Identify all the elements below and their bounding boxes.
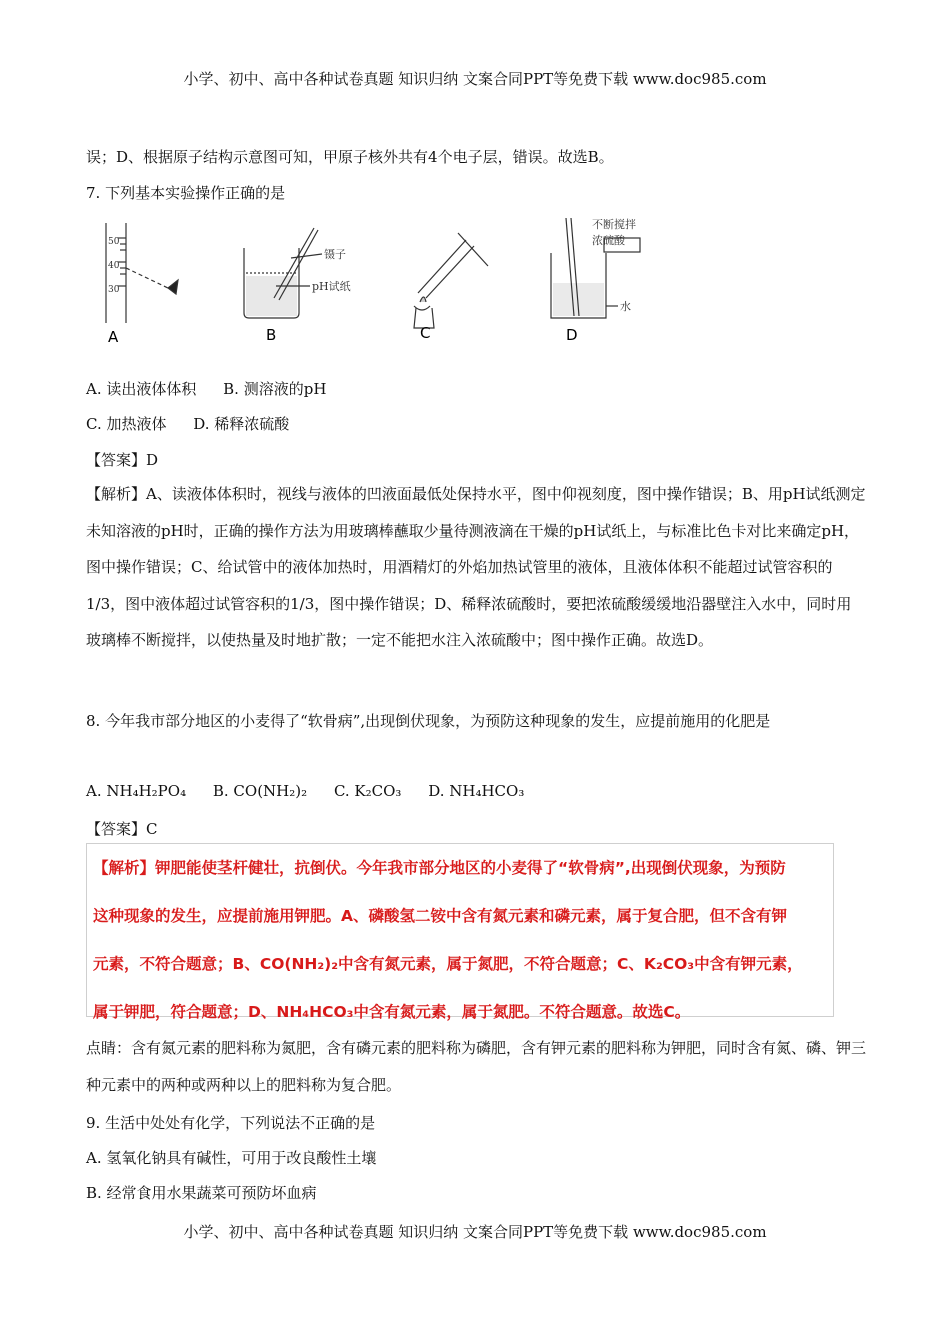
figure-c-test-tube xyxy=(414,233,488,328)
q8-analysis-line-2: 这种现象的发生，应提前施用钾肥。A、磷酸氢二铵中含有氮元素和磷元素，属于复合肥，但不含有钾 xyxy=(93,907,787,925)
q8-analysis-line-4: 属于钾肥，符合题意；D、NH₄HCO₃中含有氮元素，属于氮肥。不符合题意。故选C。 xyxy=(93,1003,691,1021)
tick-50: 50 xyxy=(108,237,120,247)
q8-answer: 【答案】C xyxy=(86,820,158,838)
q8-analysis-box xyxy=(86,843,834,1021)
q7-stem: 7. 下列基本实验操作正确的是 xyxy=(86,184,286,202)
label-d: D xyxy=(566,326,578,344)
page-footer: 小学、初中、高中各种试卷真题 知识归纳 文案合同PPT等免费下载 www.doc985.com xyxy=(183,1223,767,1241)
q7-answer: 【答案】D xyxy=(86,451,159,469)
label-acid: 浓硫酸 xyxy=(592,234,625,247)
label-c: C xyxy=(420,324,431,342)
q7-option-b: B. 测溶液的pH xyxy=(223,380,327,398)
q7-option-a: A. 读出液体体积 xyxy=(86,380,197,398)
label-tweezers: 镊子 xyxy=(324,248,346,261)
q8-option-d: D. NH₄HCO₃ xyxy=(428,782,525,800)
q7-options-row2 xyxy=(86,413,311,434)
q9-option-a: A. 氢氧化钠具有碱性，可用于改良酸性土壤 xyxy=(86,1149,377,1167)
label-water: 水 xyxy=(620,300,631,313)
label-ph-paper: pH试纸 xyxy=(312,280,351,293)
page-header: 小学、初中、高中各种试卷真题 知识归纳 文案合同PPT等免费下载 www.doc985.com xyxy=(183,70,767,88)
q8-tip: 点睛：含有氮元素的肥料称为氮肥，含有磷元素的肥料称为磷肥，含有钾元素的肥料称为钾肥，同时含有氮、磷、钾三种元素中的两种或两种以上的肥料称为复合肥。 xyxy=(86,1039,867,1094)
q7-figure xyxy=(96,218,656,348)
q9-stem: 9. 生活中处处有化学，下列说法不正确的是 xyxy=(86,1114,376,1132)
q8-options xyxy=(86,782,546,800)
q8-analysis-line-1: 【解析】钾肥能使茎杆健壮，抗倒伏。今年我市部分地区的小麦得了“软骨病”,出现倒伏现象，为预防 xyxy=(93,859,786,877)
q6-tail: 误；D、根据原子结构示意图可知，甲原子核外共有4个电子层，错误。故选B。 xyxy=(86,148,614,166)
label-stir: 不断搅拌 xyxy=(592,218,636,231)
tick-40: 40 xyxy=(108,261,120,271)
q8-option-b: B. CO(NH₂)₂ xyxy=(212,782,308,800)
q8-analysis-line-3: 元素，不符合题意；B、CO(NH₂)₂中含有氮元素，属于氮肥，不符合题意；C、K₂CO₃中含有钾元素， xyxy=(93,955,803,973)
label-a: A xyxy=(108,328,119,346)
label-b: B xyxy=(266,326,277,344)
q8-option-a: A. NH₄H₂PO₄ xyxy=(86,782,187,800)
q7-analysis: 【解析】A、读液体体积时，视线与液体的凹液面最低处保持水平，图中仰视刻度，图中操作错误；B、用pH试纸测定未知溶液的pH时，正确的操作方法为用玻璃棒蘸取少量待测液滴在干燥的pH试纸上，与标准比色卡对比来确定pH，图中操作错误；C、给试管中的液体加热时，用酒精灯的外焰加热试管里的液体，且液体体积不能超过试管容积的1/3，图中液体超过试管容积的1/3，图中操作错误；D、稀释浓硫酸时，要把浓硫酸缓缓地沿器壁注入水中，同时用玻璃棒不断搅拌，以使热量及时地扩散；一定不能把水注入浓硫酸中；图中操作正确。故选D。 xyxy=(86,485,866,649)
tick-30: 30 xyxy=(108,285,120,295)
q8-stem: 8. 今年我市部分地区的小麦得了“软骨病”,出现倒伏现象，为预防这种现象的发生，应提前施用的化肥是 xyxy=(86,712,771,730)
q7-option-d: D. 稀释浓硫酸 xyxy=(193,415,290,433)
q8-option-c: C. K₂CO₃ xyxy=(333,782,402,800)
q9-option-b: B. 经常食用水果蔬菜可预防坏血病 xyxy=(86,1184,317,1202)
q7-options-row1 xyxy=(86,378,348,399)
figure-b-beaker xyxy=(244,228,322,318)
q7-option-c: C. 加热液体 xyxy=(86,415,167,433)
